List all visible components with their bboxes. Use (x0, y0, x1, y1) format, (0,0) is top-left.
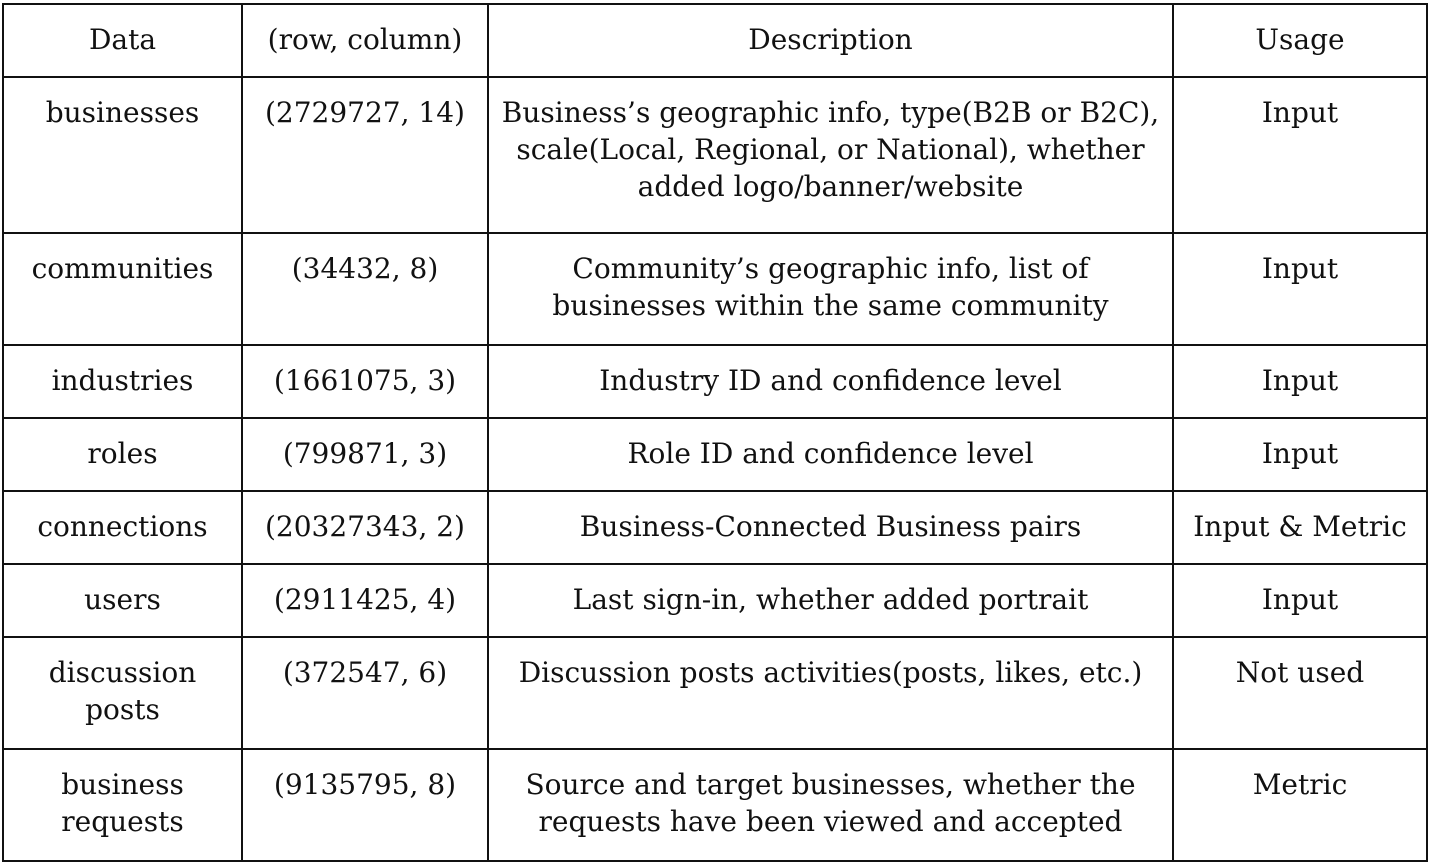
cell-description: Discussion posts activities(posts, likes, etc.) (488, 637, 1173, 749)
table-row (3, 345, 1427, 418)
table-row (3, 418, 1427, 491)
cell-usage: Input (1173, 418, 1427, 491)
header-usage: Usage (1173, 4, 1427, 77)
table-row (3, 491, 1427, 564)
table-row (3, 749, 1427, 861)
table-row (3, 233, 1427, 345)
cell-usage: Not used (1173, 637, 1427, 749)
cell-shape: (34432, 8) (242, 233, 488, 345)
cell-shape: (799871, 3) (242, 418, 488, 491)
table-row (3, 564, 1427, 637)
table-header-row (3, 4, 1427, 77)
cell-shape: (20327343, 2) (242, 491, 488, 564)
cell-data: industries (3, 345, 242, 418)
cell-shape: (9135795, 8) (242, 749, 488, 861)
cell-shape: (2911425, 4) (242, 564, 488, 637)
cell-shape: (372547, 6) (242, 637, 488, 749)
cell-description: Business-Connected Business pairs (488, 491, 1173, 564)
cell-shape: (2729727, 14) (242, 77, 488, 233)
cell-usage: Input (1173, 345, 1427, 418)
cell-description: Community’s geographic info, list of businesses within the same community (488, 233, 1173, 345)
cell-usage: Input (1173, 233, 1427, 345)
cell-shape: (1661075, 3) (242, 345, 488, 418)
cell-description: Source and target businesses, whether the requests have been viewed and accepted (488, 749, 1173, 861)
cell-usage: Input (1173, 564, 1427, 637)
cell-usage: Input (1173, 77, 1427, 233)
cell-usage: Input & Metric (1173, 491, 1427, 564)
header-description: Description (488, 4, 1173, 77)
header-data: Data (3, 4, 242, 77)
cell-data: business requests (3, 749, 242, 861)
cell-data: businesses (3, 77, 242, 233)
cell-data: communities (3, 233, 242, 345)
data-summary-table (2, 3, 1428, 862)
table-row (3, 77, 1427, 233)
cell-description: Business’s geographic info, type(B2B or B2C), scale(Local, Regional, or National), whether added logo/banner/website (488, 77, 1173, 233)
header-shape: (row, column) (242, 4, 488, 77)
table-row (3, 637, 1427, 749)
cell-description: Role ID and confidence level (488, 418, 1173, 491)
cell-description: Last sign-in, whether added portrait (488, 564, 1173, 637)
cell-data: connections (3, 491, 242, 564)
cell-usage: Metric (1173, 749, 1427, 861)
cell-data: roles (3, 418, 242, 491)
cell-description: Industry ID and confidence level (488, 345, 1173, 418)
cell-data: discussion posts (3, 637, 242, 749)
cell-data: users (3, 564, 242, 637)
